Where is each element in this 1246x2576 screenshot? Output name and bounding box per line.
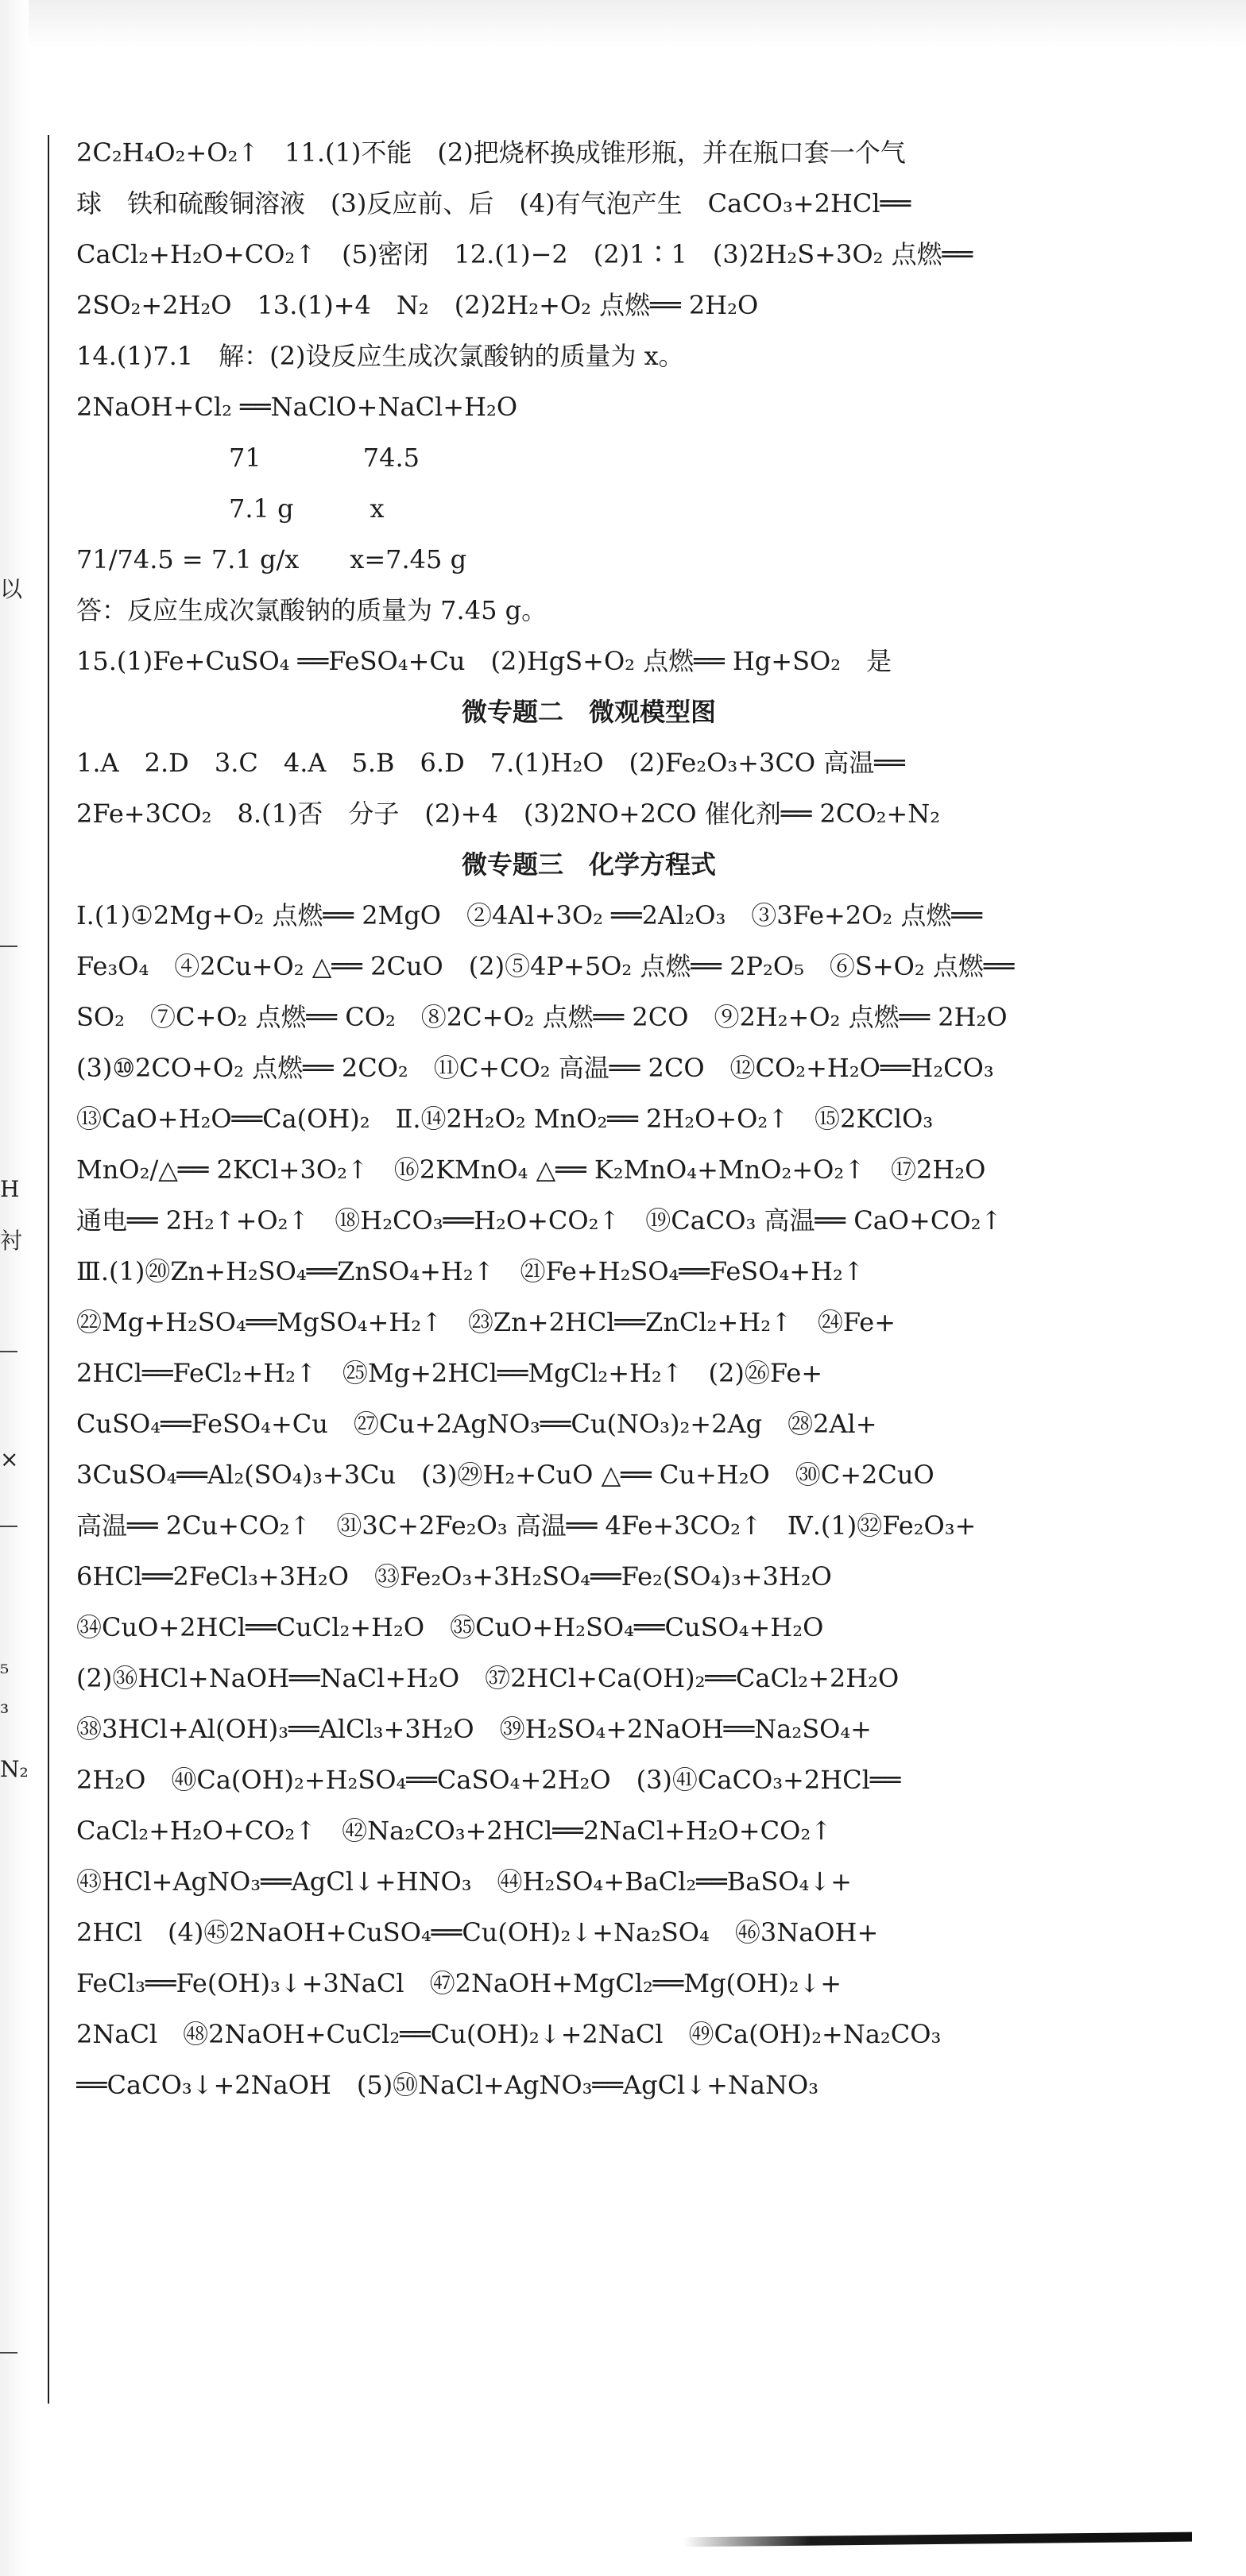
answer-line: 2Fe+3CO₂ 8.(1)否 分子 (2)+4 (3)2NO+2CO 催化剂══ 2CO₂+N₂ — [76, 799, 941, 829]
answer-line: ⑬CaO+H₂O══Ca(OH)₂ Ⅱ.⑭2H₂O₂ MnO₂══ 2H₂O+O₂↑ ⑮2KClO₃ — [76, 1104, 934, 1134]
answer-line: (3)⑩2CO+O₂ 点燃══ 2CO₂ ⑪C+CO₂ 高温══ 2CO ⑫CO₂+H₂O══H₂CO₃ — [76, 1053, 994, 1083]
answer-line: ㉞CuO+2HCl══CuCl₂+H₂O ㉟CuO+H₂SO₄══CuSO₄+H₂O — [76, 1612, 824, 1642]
answer-line: CaCl₂+H₂O+CO₂↑ (5)密闭 12.(1)−2 (2)1∶1 (3)2H₂S+3O₂ 点燃══ — [76, 239, 973, 269]
left-page-edge — [0, 0, 29, 2576]
answer-line: 通电══ 2H₂↑+O₂↑ ⑱H₂CO₃══H₂O+CO₂↑ ⑲CaCO₃ 高温══ CaO+CO₂↑ — [76, 1205, 1003, 1236]
gutter-fragment: 以 — [0, 576, 23, 602]
answer-line: 3CuSO₄══Al₂(SO₄)₃+3Cu (3)㉙H₂+CuO △══ Cu+H₂O ㉚C+2CuO — [76, 1460, 934, 1490]
answer-line: 2H₂O ㊵Ca(OH)₂+H₂SO₄══CaSO₄+2H₂O (3)㊶CaCO₃+2HCl══ — [76, 1765, 901, 1795]
answer-line: 2SO₂+2H₂O 13.(1)+4 N₂ (2)2H₂+O₂ 点燃══ 2H₂O — [76, 290, 759, 320]
answer-line: ㊸HCl+AgNO₃══AgCl↓+HNO₃ ㊹H₂SO₄+BaCl₂══BaSO₄↓+ — [76, 1866, 852, 1897]
gutter-fragment: × — [0, 1446, 19, 1472]
answer-line: 71 74.5 — [76, 443, 420, 473]
page-top-shade — [0, 0, 1246, 48]
gutter-rule-mark — [0, 1526, 17, 1527]
answer-line: ══CaCO₃↓+2NaOH (5)㊿NaCl+AgNO₃══AgCl↓+NaNO₃ — [76, 2070, 819, 2100]
gutter-fragment: ₃ — [0, 1692, 10, 1719]
answer-line: 2NaOH+Cl₂ ══NaClO+NaCl+H₂O — [76, 392, 518, 422]
answer-line: 2HCl (4)㊺2NaOH+CuSO₄══Cu(OH)₂↓+Na₂SO₄ ㊻3NaOH+ — [76, 1917, 879, 1947]
bottom-scan-shadow — [683, 2532, 1192, 2547]
answer-line: 6HCl══2FeCl₃+3H₂O ㉝Fe₂O₃+3H₂SO₄══Fe₂(SO₄)₃+3H₂O — [76, 1561, 832, 1592]
answer-line: 高温══ 2Cu+CO₂↑ ㉛3C+2Fe₂O₃ 高温══ 4Fe+3CO₂↑ Ⅳ.(1)㉜Fe₂O₃+ — [76, 1510, 977, 1541]
gutter-fragment: ₅ — [0, 1653, 10, 1679]
answer-line: 2NaCl ㊽2NaOH+CuCl₂══Cu(OH)₂↓+2NaCl ㊾Ca(OH)₂+Na₂CO₃ — [76, 2019, 942, 2049]
answer-text-column — [76, 127, 1101, 2110]
gutter-fragment: N₂ — [0, 1756, 29, 1782]
column-divider-rule — [48, 135, 49, 2404]
answer-line: 2C₂H₄O₂+O₂↑ 11.(1)不能 (2)把烧杯换成锥形瓶，并在瓶口套一个气 — [76, 137, 906, 168]
section-heading: 微专题三 化学方程式 — [461, 849, 716, 880]
gutter-rule-mark — [0, 946, 17, 947]
answer-line: ㉒Mg+H₂SO₄══MgSO₄+H₂↑ ㉓Zn+2HCl══ZnCl₂+H₂↑ ㉔Fe+ — [76, 1307, 896, 1337]
answer-line: CuSO₄══FeSO₄+Cu ㉗Cu+2AgNO₃══Cu(NO₃)₂+2Ag ㉘2Al+ — [76, 1409, 877, 1439]
gutter-fragment: 衬 — [0, 1228, 23, 1254]
answer-line: 答：反应生成次氯酸钠的质量为 7.45 g。 — [76, 595, 548, 625]
answer-line: FeCl₃══Fe(OH)₃↓+3NaCl ㊼2NaOH+MgCl₂══Mg(OH)₂↓+ — [76, 1968, 842, 1998]
answer-line: MnO₂/△══ 2KCl+3O₂↑ ⑯2KMnO₄ △══ K₂MnO₄+MnO₂+O₂↑ ⑰2H₂O — [76, 1155, 986, 1185]
answer-line: Ⅲ.(1)⑳Zn+H₂SO₄══ZnSO₄+H₂↑ ㉑Fe+H₂SO₄══FeSO₄+H₂↑ — [76, 1256, 865, 1286]
gutter-fragment: H — [0, 1176, 20, 1202]
gutter-rule-mark — [0, 1351, 17, 1352]
answer-line: Fe₃O₄ ④2Cu+O₂ △══ 2CuO (2)⑤4P+5O₂ 点燃══ 2P₂O₅ ⑥S+O₂ 点燃══ — [76, 951, 1015, 981]
answer-line: 1.A 2.D 3.C 4.A 5.B 6.D 7.(1)H₂O (2)Fe₂O₃+3CO 高温══ — [76, 748, 905, 778]
section-heading: 微专题二 微观模型图 — [461, 697, 716, 727]
answer-line: (2)㊱HCl+NaOH══NaCl+H₂O ㊲2HCl+Ca(OH)₂══CaCl₂+2H₂O — [76, 1663, 900, 1693]
answer-line: CaCl₂+H₂O+CO₂↑ ㊷Na₂CO₃+2HCl══2NaCl+H₂O+CO₂↑ — [76, 1816, 832, 1846]
answer-line: 7.1 g x — [76, 493, 385, 524]
answer-line: SO₂ ⑦C+O₂ 点燃══ CO₂ ⑧2C+O₂ 点燃══ 2CO ⑨2H₂+O₂ 点燃══ 2H₂O — [76, 1002, 1008, 1032]
answer-line: 71/74.5 = 7.1 g/x x=7.45 g — [76, 544, 467, 574]
answer-line: 球 铁和硫酸铜溶液 (3)反应前、后 (4)有气泡产生 CaCO₃+2HCl══ — [76, 188, 911, 219]
answer-line: 2HCl══FeCl₂+H₂↑ ㉕Mg+2HCl══MgCl₂+H₂↑ (2)㉖Fe+ — [76, 1358, 823, 1388]
answer-line: 14.(1)7.1 解：(2)设反应生成次氯酸钠的质量为 x。 — [76, 341, 684, 371]
answer-line: Ⅰ.(1)①2Mg+O₂ 点燃══ 2MgO ②4Al+3O₂ ══2Al₂O₃ ③3Fe+2O₂ 点燃══ — [76, 900, 982, 930]
answer-line: 15.(1)Fe+CuSO₄ ══FeSO₄+Cu (2)HgS+O₂ 点燃══ Hg+SO₂ 是 — [76, 646, 892, 676]
gutter-rule-mark — [0, 2352, 17, 2354]
answer-line: ㊳3HCl+Al(OH)₃══AlCl₃+3H₂O ㊴H₂SO₄+2NaOH══Na₂SO₄+ — [76, 1714, 872, 1744]
